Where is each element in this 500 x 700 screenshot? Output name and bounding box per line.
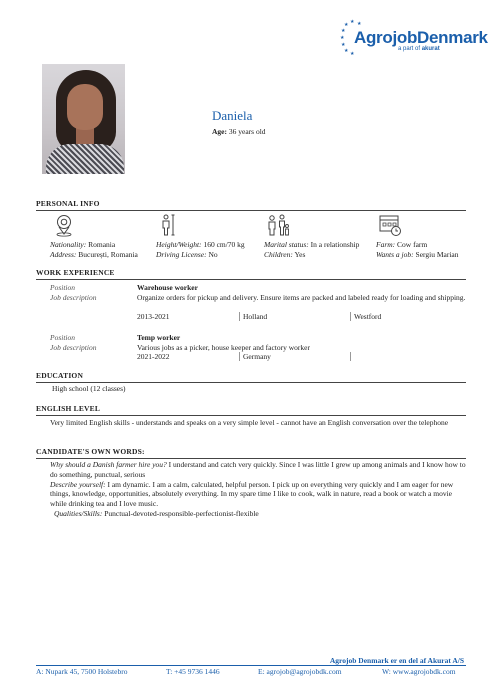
- job-position: Warehouse worker: [137, 283, 198, 292]
- job-period: 2013-2021: [137, 312, 170, 321]
- logo-subtitle: a part of akurat: [398, 46, 440, 52]
- education-text: High school (12 classes): [52, 384, 126, 393]
- section-title: ENGLISH LEVEL: [36, 404, 466, 416]
- wants-a-job-field: Wants a job: Sergiu Marian: [376, 250, 459, 259]
- footer-divider: [36, 665, 466, 666]
- footer-address: A: Nupark 45, 7500 Holstebro: [36, 667, 128, 676]
- section-title: EDUCATION: [36, 371, 466, 383]
- section-title: CANDIDATE'S OWN WORDS:: [36, 447, 466, 459]
- footer-phone[interactable]: T: +45 9736 1446: [166, 667, 220, 676]
- children-field: Children: Yes: [264, 250, 306, 259]
- position-label: Position: [50, 333, 76, 342]
- work-experience-section: [36, 268, 466, 280]
- job-country: Germany: [243, 352, 271, 361]
- own-words-answer-2: Describe yourself: I am dynamic. I am a calm, calculated, helpful person. I pick up on everything very quickly and I am eager for new things, knowledge, opportunities, absolutely everything. In my spare time I like to cook, walk in nature, read a book or watch a movie while drinking tea and I love music.: [50, 479, 454, 509]
- nationality-field: Nationality: Romania: [50, 240, 116, 249]
- own-words-text: [50, 460, 470, 519]
- job-entry: [50, 333, 470, 363]
- job-description-label: Job description: [50, 293, 97, 302]
- job-employer: Westford: [354, 312, 382, 321]
- driving-license-field: Driving License: No: [156, 250, 218, 259]
- family-icon: [266, 213, 290, 237]
- agrojob-logo: [340, 20, 488, 57]
- english-level-text: Very limited English skills - understands and speaks on a very simple level - cannot have an English conversation over the telephone: [50, 418, 449, 427]
- candidate-age: Age: 36 years old: [212, 127, 266, 136]
- job-position: Temp worker: [137, 333, 181, 342]
- own-words-section: [36, 447, 466, 459]
- job-description: Organize orders for pickup and delivery. Ensure items are packed and labeled ready for loading and shipping.: [137, 293, 466, 302]
- own-words-answer-1: Why should a Danish farmer hire you? I understand and catch very quickly. Since I was little I grew up among animals and I know how to do something, punctual, serious: [50, 460, 466, 479]
- personal-info-section: [36, 199, 466, 211]
- own-words-answer-3: Qualities/Skills: Punctual-devoted-responsible-perfectionist-flexible: [54, 508, 259, 518]
- footer-company: Agrojob Denmark er en del af Akurat A/S: [329, 656, 464, 665]
- job-period: 2021-2022: [137, 352, 170, 361]
- address-field: Address: București, Romania: [50, 250, 138, 259]
- job-description-label: Job description: [50, 343, 97, 352]
- map-pin-icon: [52, 213, 76, 237]
- job-description: Various jobs as a picker, house keeper and factory worker: [137, 343, 310, 352]
- logo-wordmark: AgrojobDenmark: [354, 28, 488, 47]
- marital-status-field: Marital status: In a relationship: [264, 240, 360, 249]
- position-label: Position: [50, 283, 76, 292]
- eu-stars-icon: ★ ★ ★ ★ ★ ★ ★ ★: [340, 20, 362, 57]
- footer-web[interactable]: W: www.agrojobdk.com: [382, 667, 456, 676]
- candidate-name: Daniela: [212, 108, 253, 123]
- section-title: PERSONAL INFO: [36, 199, 466, 211]
- footer-email[interactable]: E: agrojob@agrojobdk.com: [258, 667, 342, 676]
- job-entry: [50, 283, 470, 323]
- height-weight-icon: [157, 213, 181, 237]
- section-title: WORK EXPERIENCE: [36, 268, 466, 280]
- personal-info-icons: [36, 213, 476, 239]
- farm-field: Farm: Cow farm: [376, 240, 428, 249]
- candidate-photo: [42, 64, 125, 174]
- farm-calendar-icon: [378, 213, 402, 237]
- english-level-section: [36, 404, 466, 416]
- height-weight-field: Height/Weight: 160 cm/70 kg: [156, 240, 245, 249]
- job-country: Holland: [243, 312, 268, 321]
- education-section: [36, 371, 466, 383]
